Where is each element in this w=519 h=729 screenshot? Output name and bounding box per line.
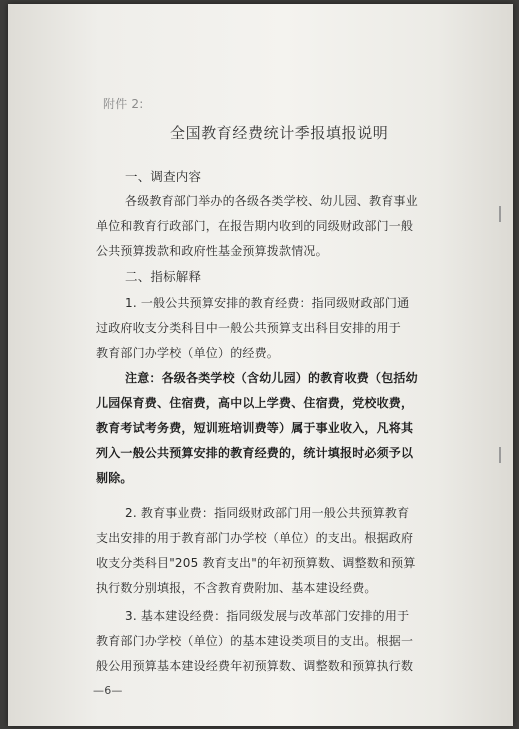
note-line: 注意：各级各类学校（含幼儿园）的教育收费（包括幼: [125, 371, 418, 385]
paragraph-line: 教育部门办学校（单位）的经费。: [96, 346, 280, 360]
note-line: 剔除。: [96, 471, 133, 485]
paragraph-line: 过政府收支分类科目中一般公共预算支出科目安排的用于: [96, 321, 402, 335]
binding-mark: [499, 206, 501, 222]
note-line: 儿园保育费、住宿费，高中以上学费、住宿费，党校收费，: [96, 396, 414, 410]
paragraph-line: 执行数分别填报，不含教育费附加、基本建设经费。: [96, 581, 377, 595]
paragraph-line: 3. 基本建设经费：指同级发展与改革部门安排的用于: [125, 609, 410, 623]
section-heading-survey: 一、调查内容: [125, 169, 202, 184]
page-number: —6—: [93, 684, 123, 697]
binding-mark: [499, 447, 501, 463]
attachment-label: 附件 2:: [103, 97, 144, 111]
section-heading-indicators: 二、指标解释: [125, 269, 202, 284]
note-line: 教育考试考务费，短训班培训费等）属于事业收入，凡将其: [96, 421, 414, 435]
paragraph-line: 公共预算拨款和政府性基金预算拨款情况。: [96, 244, 328, 258]
paragraph-line: 各级教育部门举办的各级各类学校、幼儿园、教育事业: [125, 194, 418, 208]
paragraph-line: 支出安排的用于教育部门办学校（单位）的支出。根据政府: [96, 531, 414, 545]
paragraph-line: 单位和教育行政部门，在报告期内收到的同级财政部门一般: [96, 219, 414, 233]
paragraph-line: 教育部门办学校（单位）的基本建设类项目的支出。根据一: [96, 634, 414, 648]
paragraph-line: 1. 一般公共预算安排的教育经费：指同级财政部门通: [125, 296, 410, 310]
note-line: 列入一般公共预算安排的教育经费的，统计填报时必须予以: [96, 446, 414, 460]
document-page: [8, 4, 513, 726]
paragraph-line: 2. 教育事业费：指同级财政部门用一般公共预算教育: [125, 506, 410, 520]
paragraph-line: 般公用预算基本建设经费年初预算数、调整数和预算执行数: [96, 659, 414, 673]
paragraph-line: 收支分类科目"205 教育支出"的年初预算数、调整数和预算: [96, 556, 416, 570]
document-title: 全国教育经费统计季报填报说明: [170, 124, 389, 142]
